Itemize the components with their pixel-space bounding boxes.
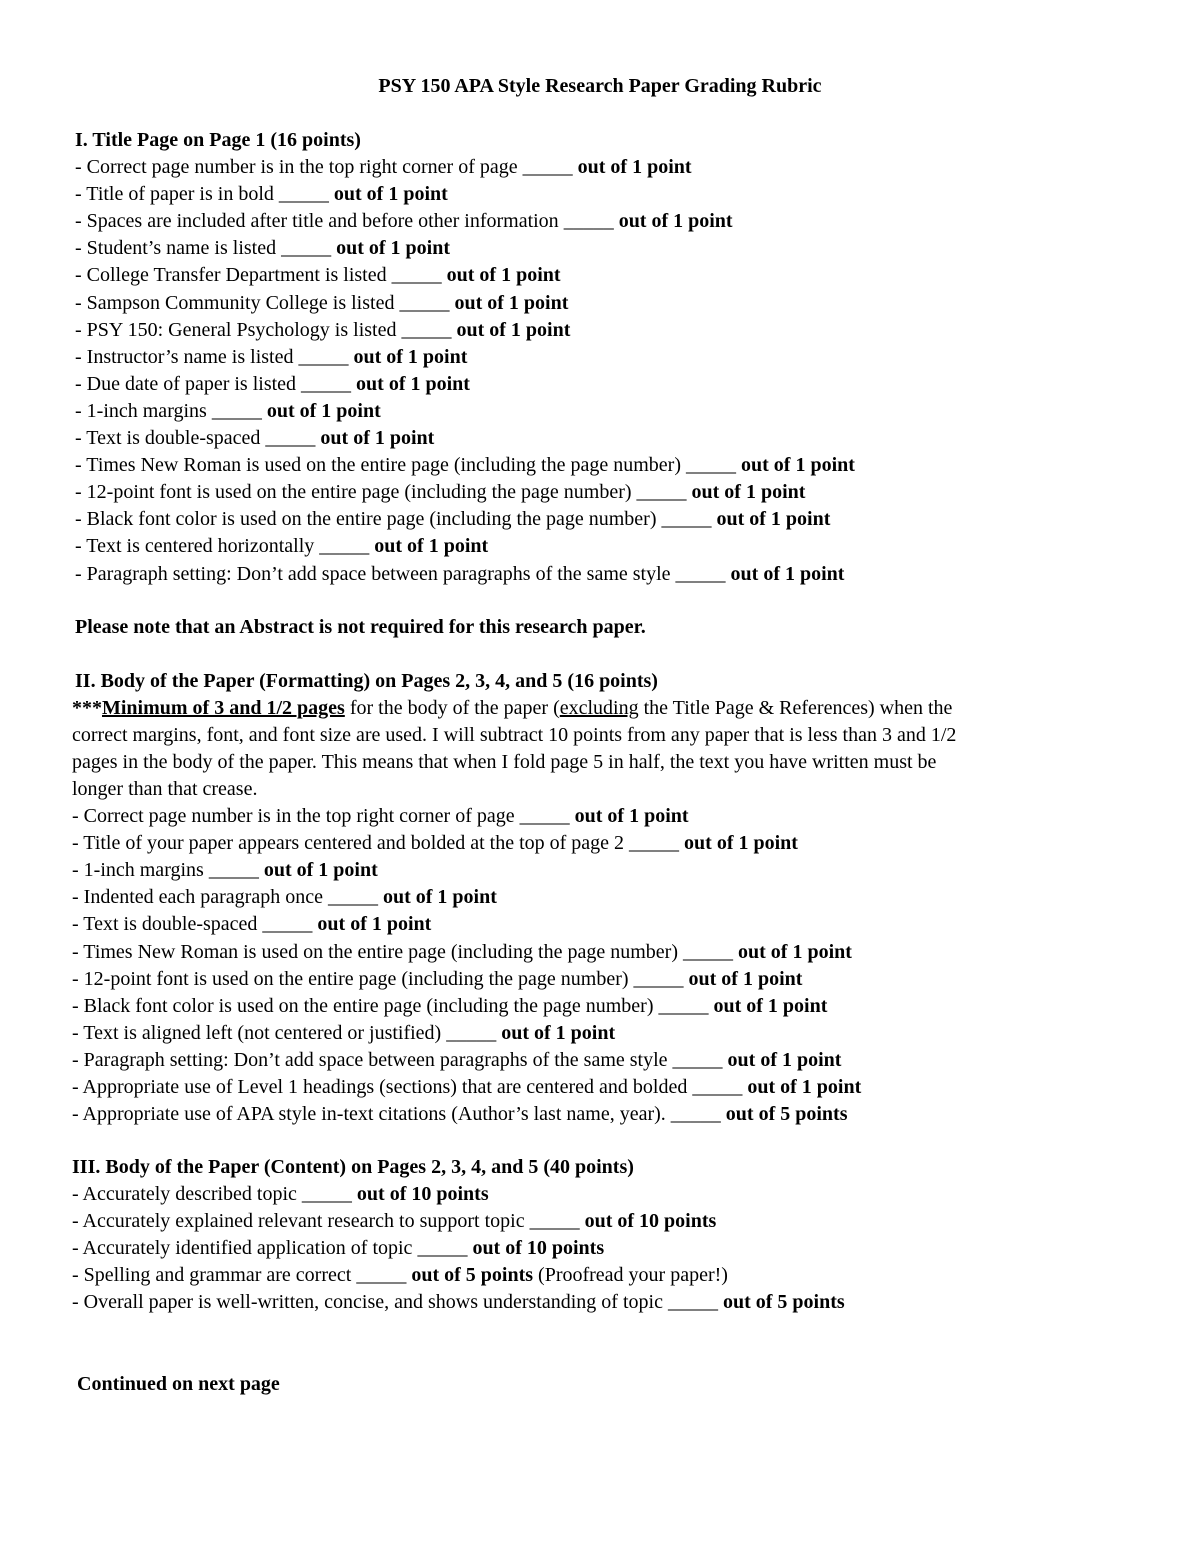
points-label: out of 1 point [618,210,733,233]
criterion-row [75,154,692,181]
points-label: out of 1 point [691,481,806,504]
criterion-text: - Accurately identified application of topic [72,1237,413,1260]
points-label: out of 10 points [584,1210,717,1233]
score-blank: _____ [563,210,614,233]
criterion-row [72,1181,489,1208]
points-label: out of 1 point [574,805,689,827]
requirement-text: for the body of the paper ( [344,697,560,719]
section-heading-content: III. Body of the Paper (Content) on Pages 2, 3, 4, and 5 (40 points) [72,1156,634,1178]
criterion-row [72,1074,861,1101]
criterion-row [75,452,855,479]
criterion-text: - 1-inch margins [75,399,207,422]
criterion-note: (Proofread your paper!) [533,1264,728,1287]
points-label: out of 10 points [356,1183,489,1205]
criterion-row [72,884,497,911]
points-label: out of 1 point [738,940,852,963]
criterion-text: - Black font color is used on the entire page (including the page number) [72,994,654,1017]
score-blank: _____ [670,1103,721,1126]
requirement-line-4: longer than that crease. [72,778,258,800]
points-label: out of 1 point [356,372,470,395]
criterion-text: - Sampson Community College is listed [75,291,395,314]
points-label: out of 1 point [684,832,798,855]
criterion-row [72,1235,604,1262]
excluding-text: excluding [559,697,639,719]
criterion-row [75,425,434,452]
criterion-row [75,533,488,560]
score-blank: _____ [636,481,687,504]
requirement-line-2: correct margins, font, and font size are used. I will subtract 10 points from any paper that is less than 3 and 1/2 [72,724,957,746]
score-blank: _____ [658,994,709,1017]
criterion-text: - College Transfer Department is listed [75,264,387,287]
criterion-row [72,803,689,830]
criterion-text: - Black font color is used on the entire page (including the page number) [75,508,657,531]
points-label: out of 10 points [472,1237,605,1260]
points-label: out of 1 point [501,1021,616,1044]
criterion-text: - Overall paper is well-written, concise, and shows understanding of topic [72,1291,663,1314]
points-label: out of 1 point [688,967,803,990]
points-label: out of 1 point [266,399,381,422]
points-label: out of 1 point [263,859,378,882]
criterion-text: - Correct page number is in the top right corner of page [75,156,518,178]
score-blank: _____ [399,291,450,314]
score-blank: _____ [211,399,262,422]
points-label: out of 1 point [716,508,831,531]
criterion-row [75,344,467,371]
score-blank: _____ [281,237,332,260]
criterion-text: - Accurately described topic [72,1183,297,1205]
score-blank: _____ [683,940,733,963]
criterion-text: - Accurately explained relevant research to support topic [72,1210,525,1233]
score-blank: _____ [529,1210,580,1233]
criterion-row [75,371,470,398]
criterion-text: - Student’s name is listed [75,237,277,260]
criterion-row [75,317,570,344]
score-blank: _____ [278,183,329,206]
score-blank: _____ [391,264,442,287]
document-title: PSY 150 APA Style Research Paper Grading Rubric [378,75,822,97]
section-heading-formatting: II. Body of the Paper (Formatting) on Pages 2, 3, 4, and 5 (16 points) [75,670,658,692]
criterion-text: - Spelling and grammar are correct [72,1264,352,1287]
score-blank: _____ [298,345,349,368]
criterion-row [72,857,378,884]
criterion-row [72,1289,845,1316]
points-label: out of 1 point [747,1076,862,1098]
points-label: out of 1 point [317,913,432,936]
points-label: out of 5 points [725,1103,848,1126]
criterion-row [72,1020,615,1047]
criterion-row [72,830,798,857]
page-length-requirement [72,695,952,722]
score-blank: _____ [661,508,712,531]
criterion-text: - 12-point font is used on the entire page (including the page number) [72,967,629,990]
score-blank: _____ [522,156,573,178]
score-blank: _____ [356,1264,407,1287]
points-label: out of 1 point [730,562,845,585]
score-blank: _____ [667,1291,718,1314]
abstract-note: Please note that an Abstract is not required for this research paper. [75,616,646,638]
criterion-text: - Correct page number is in the top right corner of page [72,805,515,827]
score-blank: _____ [327,886,378,909]
requirement-text: the Title Page & References) when the [638,697,953,719]
points-label: out of 1 point [320,427,435,449]
criterion-row [72,1262,728,1289]
criterion-text: - Times New Roman is used on the entire page (including the page number) [72,940,678,963]
criterion-text: - Title of your paper appears centered and bolded at the top of page 2 [72,832,625,855]
criterion-row [72,939,852,966]
score-blank: _____ [401,318,452,341]
points-label: out of 1 point [336,237,450,260]
criterion-text: - Due date of paper is listed [75,372,297,395]
criterion-text: - Paragraph setting: Don’t add space between paragraphs of the same style [75,562,671,585]
requirement-line-3: pages in the body of the paper. This means that when I fold page 5 in half, the text you have written must be [72,751,937,773]
criterion-text: - Instructor’s name is listed [75,345,294,368]
criterion-row [72,1208,716,1235]
points-label: out of 1 point [353,345,468,368]
score-blank: _____ [446,1021,497,1044]
score-blank: _____ [672,1048,723,1071]
points-label: out of 5 points [722,1291,845,1314]
criterion-text: - Indented each paragraph once [72,886,323,909]
criterion-row [72,1047,841,1074]
criterion-text: - PSY 150: General Psychology is listed [75,318,397,341]
criterion-text: - 12-point font is used on the entire page (including the page number) [75,481,632,504]
points-label: out of 1 point [741,454,855,477]
points-label: out of 1 point [713,994,828,1017]
criterion-row [75,181,448,208]
criterion-text: - 1-inch margins [72,859,204,882]
criterion-row [75,290,568,317]
criterion-text: - Appropriate use of Level 1 headings (sections) that are centered and bolded [72,1076,688,1098]
continued-note: Continued on next page [77,1373,280,1395]
section-heading-title-page: I. Title Page on Page 1 (16 points) [75,129,361,151]
points-label: out of 5 points [411,1264,534,1287]
criterion-row [75,479,805,506]
criterion-row [72,911,431,938]
score-blank: _____ [675,562,726,585]
score-blank: _____ [519,805,570,827]
criterion-row [75,262,561,289]
criterion-text: - Text is aligned left (not centered or justified) [72,1021,442,1044]
criterion-text: - Times New Roman is used on the entire page (including the page number) [75,454,681,477]
criterion-text: - Spaces are included after title and before other information [75,210,559,233]
criterion-row [75,398,381,425]
points-label: out of 1 point [446,264,561,287]
criterion-row [75,235,450,262]
points-label: out of 1 point [333,183,448,206]
criterion-text: - Appropriate use of APA style in-text citations (Author’s last name, year). [72,1103,666,1126]
score-blank: _____ [265,427,316,449]
asterisks: *** [72,697,102,719]
points-label: out of 1 point [382,886,497,909]
criterion-text: - Title of paper is in bold [75,183,274,206]
criterion-row [72,966,802,993]
score-blank: _____ [301,372,352,395]
score-blank: _____ [633,967,684,990]
points-label: out of 1 point [456,318,571,341]
score-blank: _____ [319,535,370,558]
score-blank: _____ [686,454,736,477]
criterion-text: - Text is double-spaced [75,427,261,449]
score-blank: _____ [629,832,680,855]
minimum-pages-text: Minimum of 3 and 1/2 pages [102,697,345,719]
score-blank: _____ [301,1183,352,1205]
score-blank: _____ [208,859,259,882]
criterion-row [75,506,830,533]
criterion-row [72,1101,847,1128]
criterion-row [75,561,844,588]
criterion-text: - Paragraph setting: Don’t add space between paragraphs of the same style [72,1048,668,1071]
score-blank: _____ [692,1076,743,1098]
criterion-row [72,993,827,1020]
points-label: out of 1 point [454,291,569,314]
criterion-text: - Text is centered horizontally [75,535,315,558]
points-label: out of 1 point [577,156,692,178]
points-label: out of 1 point [727,1048,842,1071]
points-label: out of 1 point [374,535,489,558]
criterion-row [75,208,733,235]
criterion-text: - Text is double-spaced [72,913,258,936]
score-blank: _____ [262,913,313,936]
score-blank: _____ [417,1237,468,1260]
